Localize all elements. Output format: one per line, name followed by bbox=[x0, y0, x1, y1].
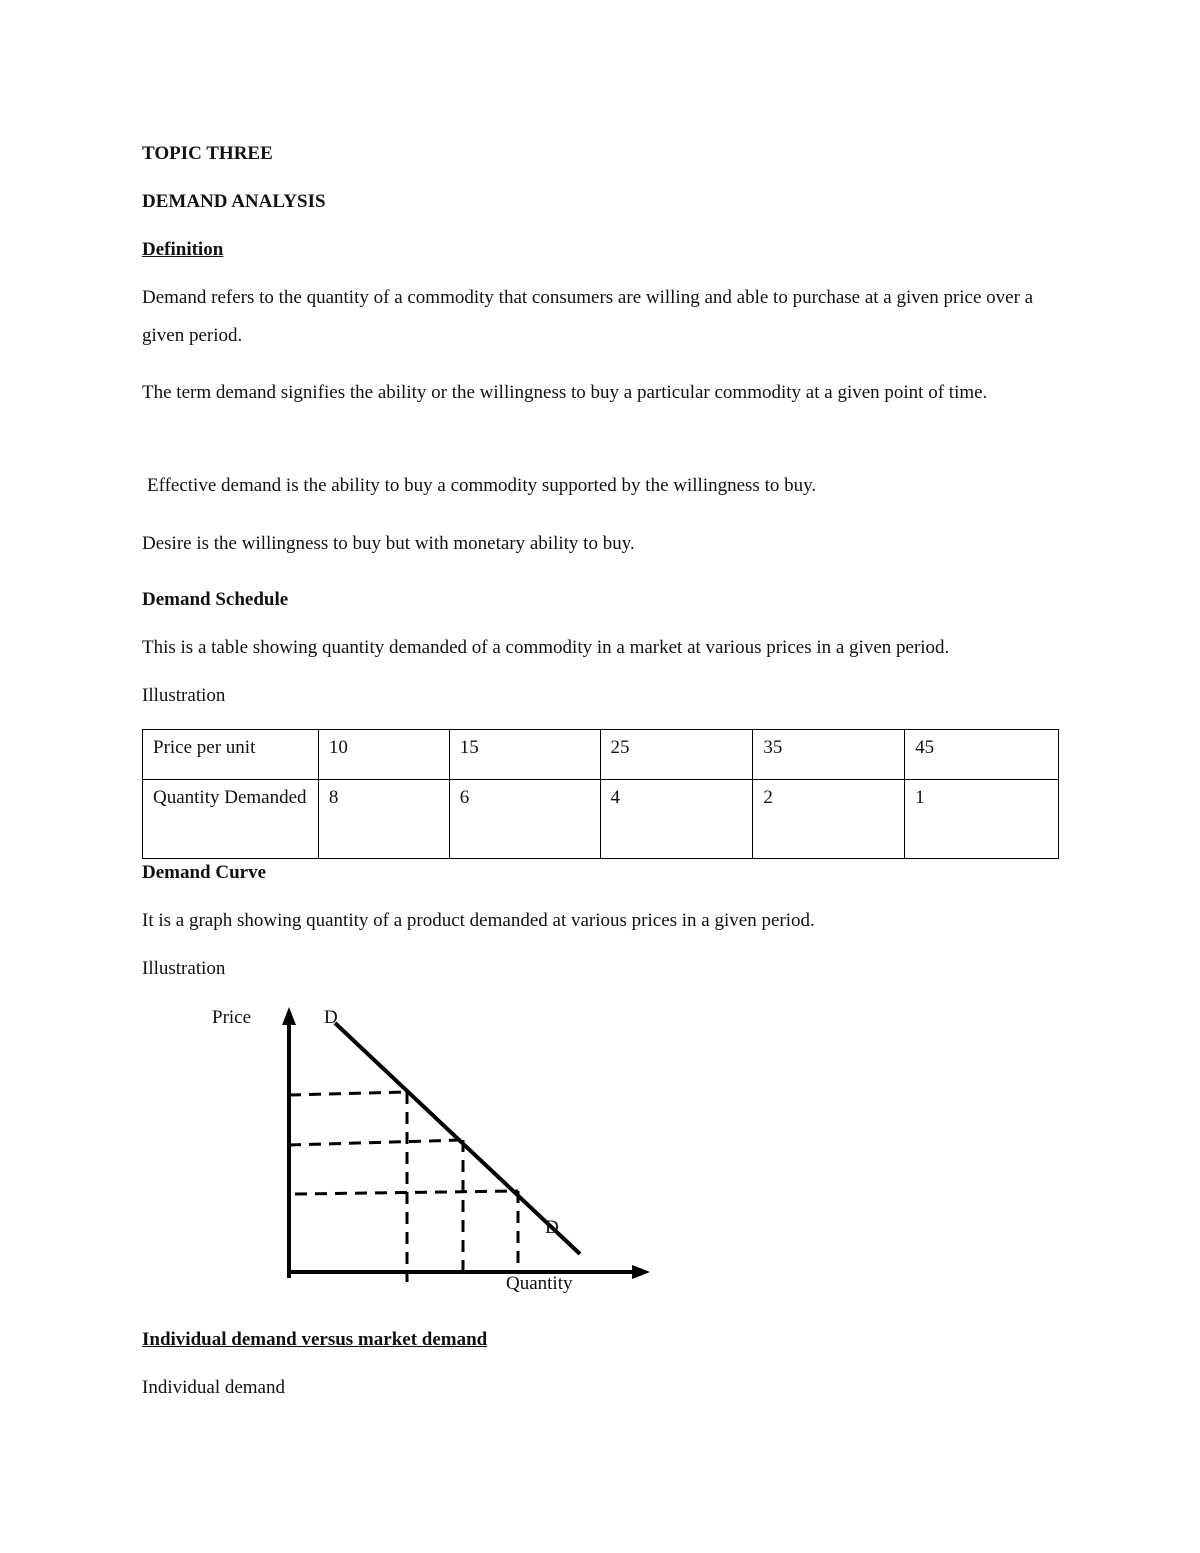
price-guide-line bbox=[289, 1092, 407, 1095]
y-axis-label: Price bbox=[212, 1007, 252, 1028]
table-cell: 45 bbox=[905, 730, 1059, 780]
table-cell: 15 bbox=[449, 730, 600, 780]
table-row-quantity bbox=[143, 780, 1059, 859]
table-cell-label: Quantity Demanded bbox=[143, 780, 319, 859]
demand-schedule-table bbox=[142, 729, 1059, 859]
effective-demand-paragraph: Effective demand is the ability to buy a commodity supported by the willingness to buy. bbox=[147, 475, 817, 496]
table-row-price bbox=[143, 730, 1059, 780]
table-cell: 6 bbox=[449, 780, 600, 859]
schedule-illustration-label: Illustration bbox=[142, 685, 226, 706]
table-cell-label: Price per unit bbox=[143, 730, 319, 780]
table-cell: 10 bbox=[318, 730, 449, 780]
demand-schedule-heading: Demand Schedule bbox=[142, 589, 289, 610]
demand-curve-heading: Demand Curve bbox=[142, 862, 267, 883]
desire-paragraph: Desire is the willingness to buy but with monetary ability to buy. bbox=[142, 533, 635, 554]
table-cell: 2 bbox=[753, 780, 905, 859]
chapter-title: DEMAND ANALYSIS bbox=[142, 191, 326, 212]
demand-curve-graph bbox=[200, 995, 670, 1300]
x-axis-arrow bbox=[632, 1265, 650, 1279]
definition-paragraph-1: Demand refers to the quantity of a commodity that consumers are willing and able to purchase at a given price over a given period. bbox=[142, 287, 1034, 346]
price-guide-line bbox=[289, 1140, 463, 1145]
demand-curve-text: It is a graph showing quantity of a product demanded at various prices in a given period. bbox=[142, 910, 815, 931]
table-cell: 8 bbox=[318, 780, 449, 859]
y-axis-arrow bbox=[282, 1007, 296, 1025]
definition-heading: Definition bbox=[142, 239, 224, 260]
table-cell: 1 bbox=[905, 780, 1059, 859]
demand-schedule-text: This is a table showing quantity demanded of a commodity in a market at various prices in a given period. bbox=[142, 637, 950, 658]
curve-illustration-label: Illustration bbox=[142, 958, 226, 979]
individual-demand-subheading: Individual demand bbox=[142, 1377, 285, 1398]
table-cell: 35 bbox=[753, 730, 905, 780]
curve-label-bottom: D bbox=[545, 1217, 559, 1238]
curve-label-top: D bbox=[324, 1007, 338, 1028]
table-cell: 4 bbox=[600, 780, 753, 859]
individual-vs-market-heading: Individual demand versus market demand bbox=[142, 1329, 488, 1350]
x-axis-label: Quantity bbox=[506, 1273, 573, 1294]
definition-paragraph-2: The term demand signifies the ability or the willingness to buy a particular commodity at a given point of time. bbox=[142, 382, 988, 403]
table-cell: 25 bbox=[600, 730, 753, 780]
topic-title: TOPIC THREE bbox=[142, 143, 273, 164]
demand-line bbox=[335, 1023, 580, 1254]
